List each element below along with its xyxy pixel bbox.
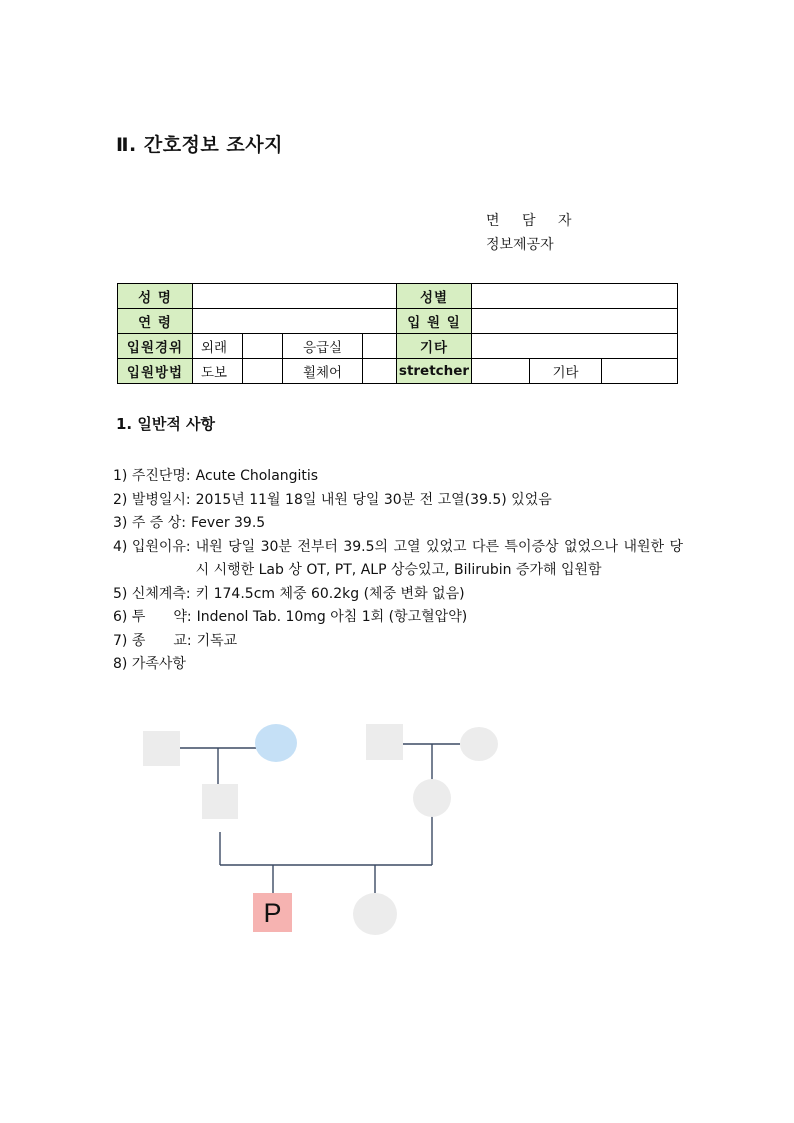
patient-info-table: [117, 283, 678, 384]
sex-label: 성별: [397, 284, 472, 309]
page-title: Ⅱ. 간호정보 조사지: [116, 134, 283, 156]
route-option-outpatient: 외래: [193, 334, 243, 359]
name-field[interactable]: [193, 284, 397, 309]
method-option-wheelchair: 휠체어: [283, 359, 363, 384]
religion-label: 7) 종 교:: [113, 632, 192, 649]
table-row: [118, 284, 678, 309]
religion-value: 기독교: [196, 632, 238, 649]
interviewer-block: [486, 209, 580, 257]
father-square: [202, 784, 238, 819]
method-wheelchair-check[interactable]: [363, 359, 397, 384]
list-item: [113, 606, 683, 630]
age-label: 연 령: [118, 309, 193, 334]
chief-complaint-label: 3) 주 증 상:: [113, 515, 187, 531]
paternal-grandfather-square: [143, 731, 180, 766]
route-option-other: 기타: [397, 334, 472, 359]
table-row: [118, 359, 678, 384]
name-label: 성 명: [118, 284, 193, 309]
admission-method-label: 입원방법: [118, 359, 193, 384]
list-item: [113, 465, 683, 489]
route-outpatient-check[interactable]: [243, 334, 283, 359]
maternal-grandmother-circle: [460, 727, 498, 761]
diagnosis-value: Acute Cholangitis: [195, 468, 319, 484]
list-item: [113, 536, 683, 583]
body-measurement-label: 5) 신체계측:: [113, 585, 191, 602]
diagnosis-label: 1) 주진단명:: [113, 468, 191, 484]
admit-date-field[interactable]: [472, 309, 678, 334]
table-row: [118, 309, 678, 334]
admission-route-label: 입원경위: [118, 334, 193, 359]
informant-label: 정보제공자: [486, 237, 554, 253]
maternal-grandfather-square: [366, 724, 403, 760]
family-pedigree: [116, 710, 508, 938]
method-option-stretcher: stretcher: [397, 359, 472, 384]
list-item: [113, 583, 683, 607]
method-walk-check[interactable]: [243, 359, 283, 384]
method-other-field[interactable]: [602, 359, 678, 384]
paternal-grandmother-circle: [255, 724, 297, 762]
list-item: [113, 630, 683, 654]
table-row: [118, 334, 678, 359]
patient-label: P: [263, 898, 282, 928]
list-item: [113, 489, 683, 513]
onset-value: 2015년 11월 18일 내원 당일 30분 전 고열(39.5) 있었음: [195, 491, 552, 508]
method-option-other: 기타: [530, 359, 602, 384]
admission-reason-label: 4) 입원이유:: [113, 538, 191, 555]
chief-complaint-value: Fever 39.5: [191, 515, 266, 531]
route-emergency-check[interactable]: [363, 334, 397, 359]
body-measurement-value: 키 174.5cm 체중 60.2kg (체중 변화 없음): [195, 585, 465, 602]
family-history-label: 8) 가족사항: [113, 656, 186, 672]
route-option-emergency: 응급실: [283, 334, 363, 359]
interviewer-label: 면 담 자: [486, 213, 581, 229]
method-option-walk: 도보: [193, 359, 243, 384]
admission-reason-value: 내원 당일 30분 전부터 39.5의 고열 있었고 다른 특이증상 없었으나 내원한 당시 시행한 Lab 상 OT, PT, ALP 상승있고, Bilirubin 증가해 입원함: [195, 538, 683, 578]
general-info-list: [113, 465, 683, 677]
sex-field[interactable]: [472, 284, 678, 309]
onset-label: 2) 발병일시:: [113, 491, 191, 508]
admit-date-label: 입 원 일: [397, 309, 472, 334]
sibling-circle: [353, 893, 397, 935]
method-stretcher-check[interactable]: [472, 359, 530, 384]
medication-label: 6) 투 약:: [113, 609, 192, 625]
section-title: 1. 일반적 사항: [116, 415, 216, 433]
mother-circle: [413, 779, 451, 817]
route-other-field[interactable]: [472, 334, 678, 359]
medication-value: Indenol Tab. 10mg 아침 1회 (항고혈압약): [196, 609, 468, 625]
list-item: [113, 512, 683, 536]
age-field[interactable]: [193, 309, 397, 334]
list-item: [113, 653, 683, 677]
